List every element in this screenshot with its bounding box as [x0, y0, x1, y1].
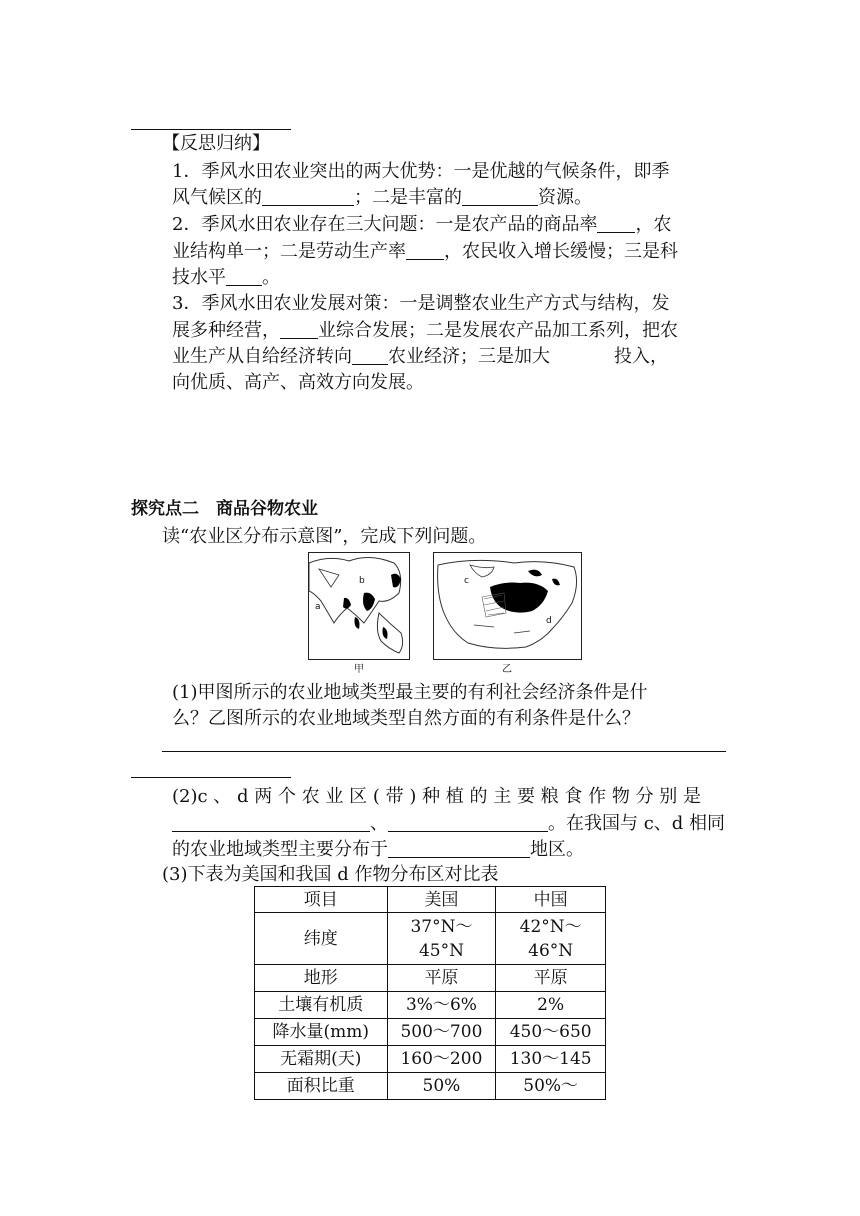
table-cell: 降水量(mm): [255, 1019, 388, 1046]
table-row: [255, 913, 606, 965]
text: 业综合发展；二是发展农产品加工系列，把农: [318, 320, 678, 341]
text: 投入，: [614, 346, 668, 367]
table-cell: 土壤有机质: [255, 992, 388, 1019]
q3-line: (3)下表为美国和我国 d 作物分布区对比表: [162, 864, 499, 885]
table-cell: 42°N～ 46°N: [496, 913, 606, 965]
map-jia-drawing: [309, 553, 409, 659]
q1-answer-line2[interactable]: [131, 777, 291, 778]
table-header-cell: 中国: [496, 887, 606, 913]
table-cell: 50%～: [496, 1073, 606, 1100]
map-yi-drawing: [434, 553, 581, 659]
text: ；二是丰富的: [354, 187, 462, 208]
text: 风气候区的: [172, 187, 262, 208]
table-cell: 160～200: [387, 1046, 496, 1073]
table-row: [255, 1019, 606, 1046]
table-cell: 450～650: [496, 1019, 606, 1046]
map-label-c: c: [464, 576, 469, 586]
map-yi: [433, 552, 582, 660]
text: 业结构单一；二是劳动生产率: [172, 241, 406, 262]
table-row: [255, 1073, 606, 1100]
table-cell: 平原: [387, 965, 496, 992]
table-cell: 37°N～ 45°N: [387, 913, 496, 965]
section-title: 探究点二 商品谷物农业: [131, 499, 318, 519]
reflection-p3-line4: 向优质、高产、高效方向发展。: [172, 372, 424, 393]
table-header-row: [255, 887, 606, 913]
blank[interactable]: [388, 839, 530, 858]
table-cell: 130～145: [496, 1046, 606, 1073]
reflection-p3-line3: [172, 344, 668, 370]
map-label-b: b: [359, 576, 365, 586]
text: 地区。: [530, 839, 584, 860]
q2-line2: [172, 811, 725, 837]
table-cell: 3%～6%: [387, 992, 496, 1019]
blank[interactable]: [172, 813, 370, 832]
map-yi-caption: 乙: [502, 664, 512, 675]
blank[interactable]: [262, 187, 354, 206]
table-cell: 地形: [255, 965, 388, 992]
table-cell: 平原: [496, 965, 606, 992]
text: 农业经济；三是加大: [388, 346, 550, 367]
text: 资源。: [538, 187, 592, 208]
blank[interactable]: [352, 346, 388, 365]
blank[interactable]: [406, 241, 444, 260]
text: 业生产从自给经济转向: [172, 346, 352, 367]
q1-line2: 么？乙图所示的农业地域类型自然方面的有利条件是什么？: [172, 708, 640, 729]
table-cell: 纬度: [255, 913, 388, 965]
reflection-heading: 【反思归纳】: [162, 133, 270, 154]
q1-answer-line1[interactable]: [162, 751, 726, 752]
table-header-cell: 项目: [255, 887, 388, 913]
top-rule: [131, 129, 291, 130]
text: 展多种经营，: [172, 320, 280, 341]
reflection-p3-line2: [172, 318, 678, 344]
text: 的农业地域类型主要分布于: [172, 839, 388, 860]
reflection-p2-line2: [172, 239, 678, 265]
text: ，农民收入增长缓慢；三是科: [444, 241, 678, 262]
map-label-a: a: [315, 602, 321, 612]
blank[interactable]: [462, 187, 538, 206]
table-cell: 无霜期(天): [255, 1046, 388, 1073]
section-intro: 读“农业区分布示意图”，完成下列问题。: [162, 526, 487, 547]
blank[interactable]: [597, 214, 635, 233]
blank[interactable]: [226, 267, 262, 286]
table-row: [255, 1046, 606, 1073]
table-cell: 500～700: [387, 1019, 496, 1046]
q2-line1: (2)c 、 d 两 个 农 业 区 ( 带 ) 种 植 的 主 要 粮 食 作 物 分 别 是: [172, 786, 702, 807]
table-cell: 面积比重: [255, 1073, 388, 1100]
map-jia: [308, 552, 410, 660]
table-cell: 2%: [496, 992, 606, 1019]
blank[interactable]: [388, 813, 548, 832]
reflection-p1-line1: 1．季风水田农业突出的两大优势：一是优越的气候条件，即季: [172, 161, 670, 182]
text: 。: [262, 267, 280, 288]
map-label-d: d: [546, 616, 552, 626]
reflection-p2-line1: [172, 212, 671, 238]
q2-line3: [172, 837, 584, 863]
table-row: [255, 992, 606, 1019]
text: ，农: [635, 214, 672, 235]
reflection-p3-line1: 3．季风水田农业发展对策：一是调整农业生产方式与结构，发: [172, 293, 670, 314]
text: 2．季风水田农业存在三大问题：一是农产品的商品率: [172, 214, 598, 235]
reflection-p2-line3: [172, 265, 280, 291]
text: 。在我国与 c、d 相同: [548, 813, 726, 834]
text: 、: [370, 813, 388, 834]
blank[interactable]: [280, 320, 318, 339]
map-jia-caption: 甲: [354, 664, 364, 675]
table-cell: 50%: [387, 1073, 496, 1100]
comparison-table: [254, 886, 606, 1100]
table-header-cell: 美国: [387, 887, 496, 913]
q1-line1: (1)甲图所示的农业地域类型最主要的有利社会经济条件是什: [172, 682, 648, 703]
reflection-p1-line2: [172, 185, 592, 211]
table-row: [255, 965, 606, 992]
text: 技水平: [172, 267, 226, 288]
